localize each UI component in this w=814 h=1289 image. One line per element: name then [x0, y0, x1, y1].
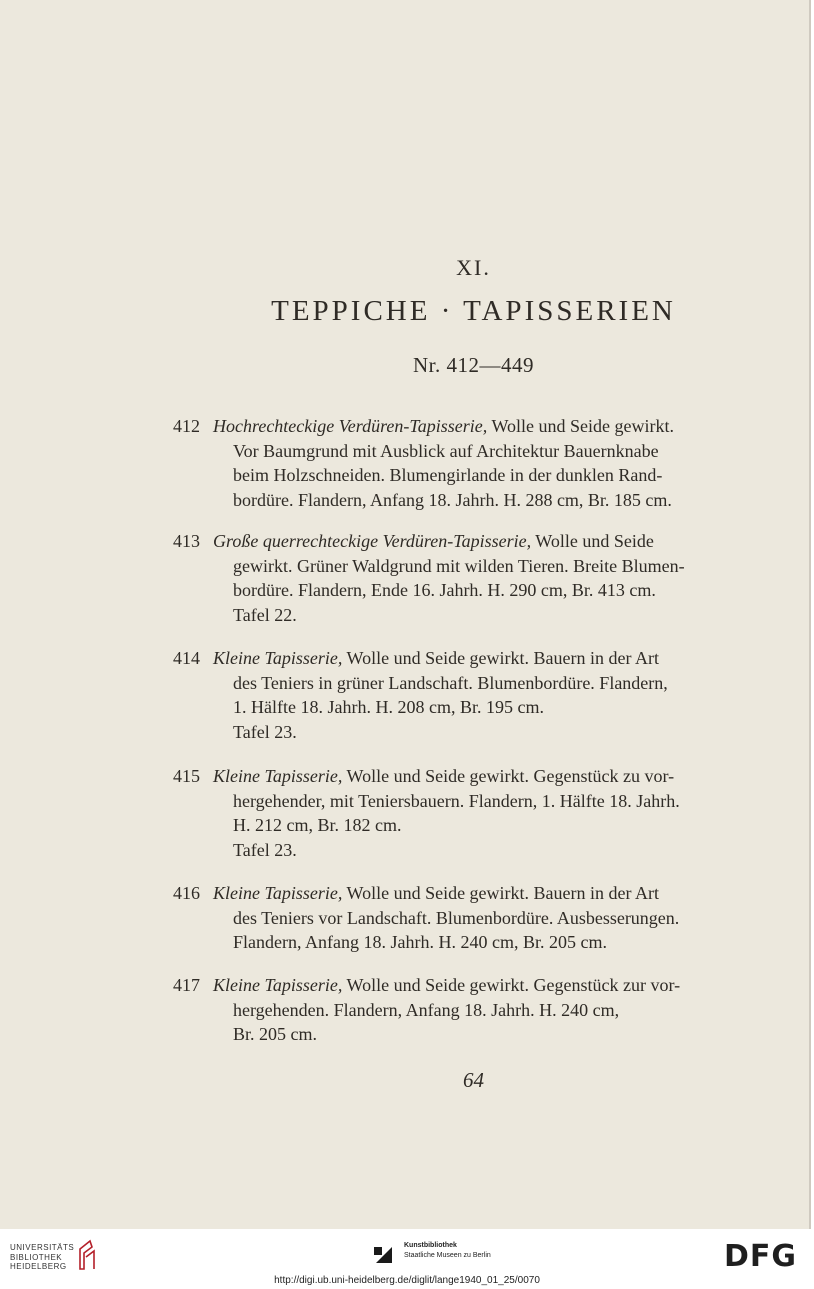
plate-reference: Tafel 22. — [233, 604, 297, 625]
entry-number: 414 — [173, 648, 200, 668]
catalog-entry-416: 416 Kleine Tapisserie, Wolle und Seide gewirkt. Bauern in der Art des Teniers vor Landschaft. Blumenbordüre. Ausbesserungen. Flandern, Anfang 18. Jahrh. H. 240 cm, Br. 205 cm. — [173, 883, 680, 952]
entry-title: Große querrechteckige Verdüren-Tapisserie, — [213, 531, 532, 551]
entry-number: 413 — [173, 531, 200, 551]
permalink-url[interactable]: http://digi.ub.uni-heidelberg.de/diglit/lange1940_01_25/0070 — [274, 1275, 540, 1286]
page-number: 64 — [463, 1068, 484, 1092]
viewer-footer — [0, 1229, 814, 1289]
section-number: XI. — [456, 255, 491, 280]
section-title: TEPPICHE · TAPISSERIEN — [271, 295, 676, 327]
entry-title: Hochrechteckige Verdüren-Tapisserie, — [213, 416, 488, 436]
ub-heidelberg-logo[interactable]: UNIVERSITÄTS BIBLIOTHEK HEIDELBERG — [10, 1243, 75, 1271]
entry-number: 415 — [173, 766, 200, 786]
entry-number: 416 — [173, 883, 200, 903]
entry-title: Kleine Tapisserie, — [213, 766, 343, 786]
catalog-entry-415: 415 Kleine Tapisserie, Wolle und Seide gewirkt. Gegenstück zu vor- hergehender, mit Teniersbauern. Flandern, 1. Hälfte 18. Jahrh. H. 212 cm, Br. 182 cm. Tafel 23. — [173, 764, 737, 862]
ub-heidelberg-icon — [76, 1239, 96, 1271]
plate-reference: Tafel 23. — [233, 721, 297, 742]
catalog-entry-413: 413 Große querrechteckige Verdüren-Tapisserie, Wolle und Seide gewirkt. Grüner Waldgrund mit wilden Tieren. Breite Blumen- bordüre. Flandern, Ende 16. Jahrh. H. 290 cm, Br. 413 cm. Tafel 22. — [173, 529, 737, 627]
entry-number: 417 — [173, 975, 200, 995]
kunstbibliothek-icon — [372, 1243, 396, 1267]
entry-number: 412 — [173, 416, 200, 436]
entry-title: Kleine Tapisserie, — [213, 883, 343, 903]
kunstbibliothek-logo[interactable]: Kunstbibliothek Staatliche Museen zu Berlin — [404, 1242, 491, 1259]
catalog-entry-417: 417 Kleine Tapisserie, Wolle und Seide gewirkt. Gegenstück zur vor- hergehenden. Flandern, Anfang 18. Jahrh. H. 240 cm, Br. 205 cm. — [173, 975, 681, 1044]
catalog-range: Nr. 412—449 — [413, 353, 534, 377]
dfg-logo[interactable]: DFG — [724, 1239, 798, 1274]
entry-title: Kleine Tapisserie, — [213, 648, 343, 668]
entry-title: Kleine Tapisserie, — [213, 975, 343, 995]
plate-reference: Tafel 23. — [233, 839, 297, 860]
catalog-entry-412: 412 Hochrechteckige Verdüren-Tapisserie, Wolle und Seide gewirkt. Vor Baumgrund mit Ausblick auf Architektur Bauernknabe beim Holzschneiden. Blumengirlande in der dunklen Rand- bordüre. Flandern, Anfang 18. Jahrh. H. 288 cm, Br. 185 cm. — [173, 416, 674, 510]
catalog-entry-414: 414 Kleine Tapisserie, Wolle und Seide gewirkt. Bauern in der Art des Teniers in grüner Landschaft. Blumenbordüre. Flandern, 1. Hälfte 18. Jahrh. H. 208 cm, Br. 195 cm. Tafel 23. — [173, 646, 737, 744]
